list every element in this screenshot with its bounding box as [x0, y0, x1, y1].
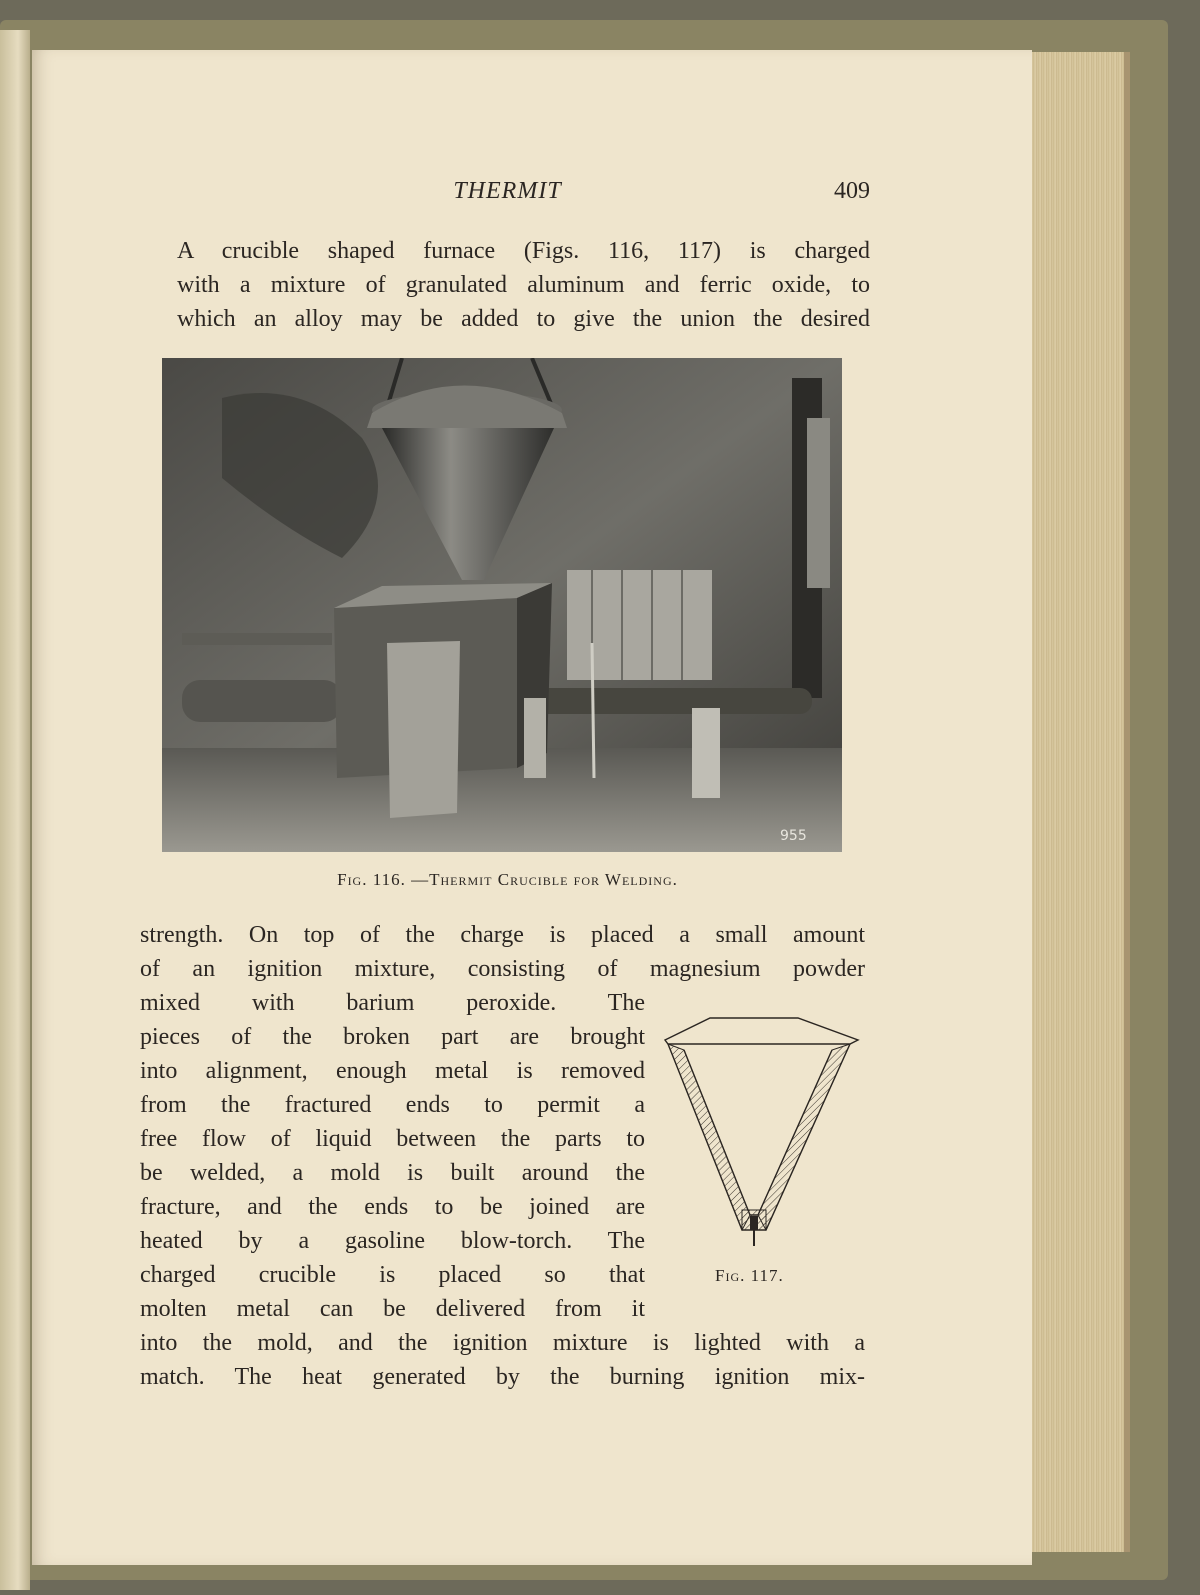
previous-page-edge	[0, 30, 30, 1590]
plate-number: 955	[780, 828, 807, 844]
figure-116-caption: Fig. 116. —Thermit Crucible for Welding.	[337, 870, 678, 889]
text-line: pieces of the broken part are brought	[140, 1024, 645, 1050]
text-line: molten metal can be delivered from it	[140, 1296, 645, 1322]
text-line: of an ignition mixture, consisting of magnesium powder	[140, 956, 865, 982]
text-line: which an alloy may be added to give the union the desired	[177, 306, 870, 332]
text-line: fracture, and the ends to be joined are	[140, 1194, 645, 1220]
text-line: free flow of liquid between the parts to	[140, 1126, 645, 1152]
paragraph-4	[140, 1326, 865, 1394]
page-number: 409	[834, 178, 870, 204]
text-line: into alignment, enough metal is removed	[140, 1058, 645, 1084]
text-line: heated by a gasoline blow-torch. The	[140, 1228, 645, 1254]
paragraph-2	[140, 918, 865, 986]
figure-117-caption: Fig. 117.	[715, 1266, 784, 1285]
paragraph-3-wrapped	[140, 986, 645, 1326]
text-line: match. The heat generated by the burning ignition mix-	[140, 1364, 865, 1390]
page-block-edges	[1032, 52, 1130, 1552]
page-header	[145, 178, 870, 208]
text-line: into the mold, and the ignition mixture is lighted with a	[140, 1330, 865, 1356]
running-title: THERMIT	[453, 178, 562, 204]
text-line: charged crucible is placed so that	[140, 1262, 645, 1288]
text-line: be welded, a mold is built around the	[140, 1160, 645, 1186]
figure-117-crucible-diagram	[660, 1010, 860, 1250]
text-line: with a mixture of granulated aluminum and ferric oxide, to	[177, 272, 870, 298]
text-line: A crucible shaped furnace (Figs. 116, 117) is charged	[177, 238, 870, 264]
figure-116-photo	[162, 358, 842, 852]
paragraph-1	[145, 234, 870, 336]
text-line: mixed with barium peroxide. The	[140, 990, 645, 1016]
text-line: from the fractured ends to permit a	[140, 1092, 645, 1118]
text-line: strength. On top of the charge is placed a small amount	[140, 922, 865, 948]
